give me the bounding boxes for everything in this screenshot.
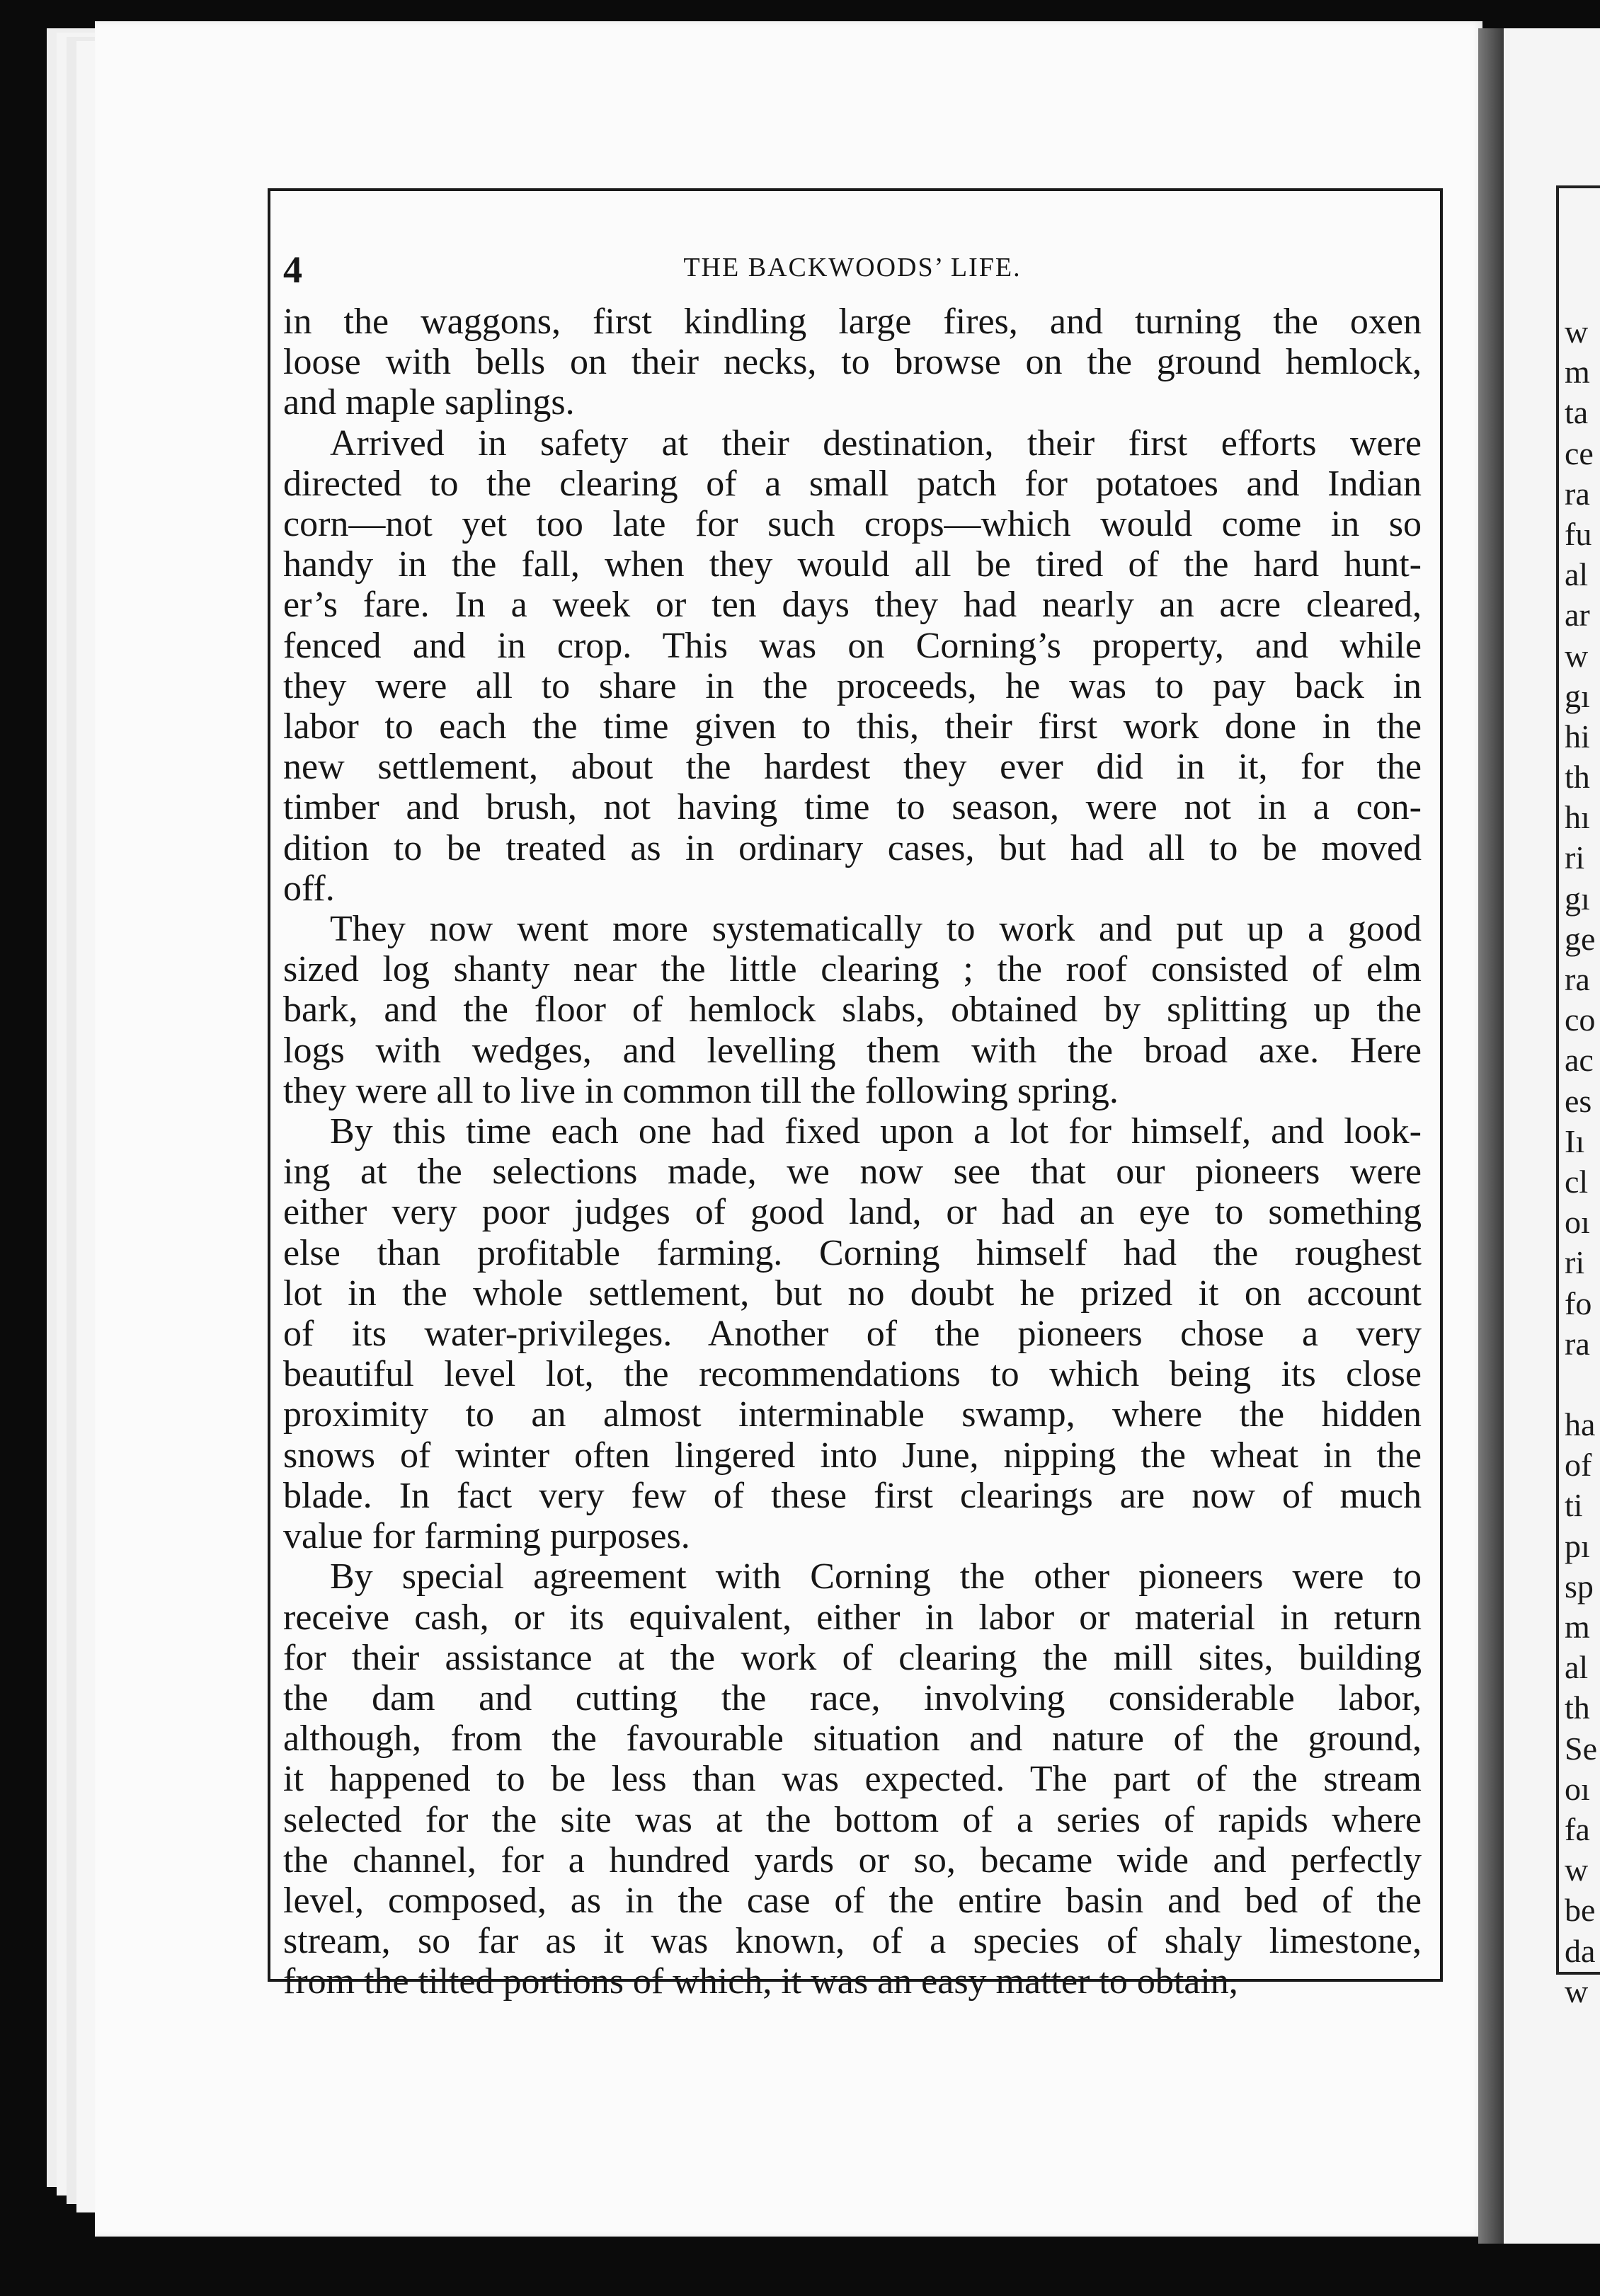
text-line: value for farming purposes. — [283, 1516, 690, 1557]
text-line: er’s fare. In a week or ten days they had nearly an acre cleared, — [283, 585, 1422, 626]
text-line: selected for the site was at the bottom of a series of rapids where — [283, 1799, 1422, 1840]
facing-page-fragment: th — [1565, 1689, 1590, 1726]
text-line: the dam and cutting the race, involving considerable labor, — [283, 1677, 1422, 1718]
facing-page-fragment: w — [1565, 1852, 1589, 1888]
facing-page-fragment: ra — [1565, 475, 1590, 512]
facing-page-fragment: es — [1565, 1082, 1592, 1119]
facing-page-fragment: sp — [1565, 1568, 1594, 1605]
facing-page-fragment: pı — [1565, 1527, 1590, 1564]
text-line: off. — [283, 868, 335, 909]
facing-page-fragment: m — [1565, 1609, 1590, 1645]
facing-page-fragment: oı — [1565, 1770, 1590, 1807]
text-line: handy in the fall, when they would all be tired of the hard hunt- — [283, 544, 1422, 585]
facing-page-fragment — [1565, 1364, 1600, 1404]
facing-page-fragment: th — [1565, 759, 1590, 796]
facing-page-fragment: co — [1565, 1001, 1596, 1038]
text-line: in the waggons, first kindling large fires, and turning the oxen — [283, 302, 1422, 342]
text-line: By this time each one had fixed upon a lot for himself, and look- — [330, 1111, 1422, 1152]
facing-page-fragment: ha — [1565, 1406, 1596, 1443]
facing-page-fragment: be — [1565, 1892, 1596, 1929]
text-line: ing at the selections made, we now see that our pioneers were — [283, 1152, 1422, 1193]
text-line: it happened to be less than was expected. The part of the stream — [283, 1759, 1422, 1800]
facing-page-fragment: ri — [1565, 1244, 1585, 1281]
text-line: and maple saplings. — [283, 382, 575, 423]
facing-page-fragment: hi — [1565, 718, 1590, 754]
facing-page-fragment: cl — [1565, 1163, 1589, 1200]
facing-page-fragment: ac — [1565, 1042, 1594, 1079]
text-line: either very poor judges of good land, or had an eye to something — [283, 1192, 1422, 1233]
text-line: fenced and in crop. This was on Corning’s property, and while — [283, 625, 1422, 666]
page-number: 4 — [283, 248, 302, 291]
facing-page-fragment: ti — [1565, 1487, 1583, 1524]
facing-page-fragment: ge — [1565, 920, 1596, 957]
text-line: snows of winter often lingered into June, nipping the wheat in the — [283, 1435, 1422, 1476]
facing-page-fragment: Se — [1565, 1730, 1597, 1767]
text-line: labor to each the time given to this, their first work done in the — [283, 706, 1422, 747]
text-line: Arrived in safety at their destination, their first efforts were — [330, 423, 1422, 464]
text-line: from the tilted portions of which, it was an easy matter to obtain, — [283, 1961, 1238, 2002]
facing-page-fragment: w — [1565, 637, 1589, 674]
text-line: logs with wedges, and levelling them with the broad axe. Here — [283, 1030, 1422, 1071]
text-line: blade. In fact very few of these first clearings are now of much — [283, 1475, 1422, 1516]
paragraph — [283, 1111, 1422, 1556]
facing-page-fragment: w — [1565, 1973, 1589, 2009]
text-line: By special agreement with Corning the other pioneers were to — [330, 1556, 1422, 1597]
facing-page-fragment: of — [1565, 1447, 1592, 1483]
text-line: the channel, for a hundred yards or so, became wide and perfectly — [283, 1839, 1422, 1881]
page-header — [283, 234, 1422, 302]
facing-page-fragment: al — [1565, 1649, 1589, 1686]
facing-page-fragment: Iı — [1565, 1123, 1585, 1159]
text-line: They now went more systematically to work and put up a good — [330, 909, 1422, 950]
text-line: else than profitable farming. Corning himself had the roughest — [283, 1232, 1422, 1273]
facing-page-fragment: ri — [1565, 839, 1585, 876]
body-text — [283, 302, 1422, 2002]
facing-page-fragment: m — [1565, 354, 1590, 391]
text-line: new settlement, about the hardest they ever did in it, for the — [283, 747, 1422, 788]
facing-page-fragment: ra — [1565, 1325, 1590, 1362]
text-line: level, composed, as in the case of the entire basin and bed of the — [283, 1880, 1422, 1921]
scan-background — [0, 2244, 1600, 2296]
facing-page-fragment: fa — [1565, 1810, 1590, 1847]
text-line: directed to the clearing of a small patch for potatoes and Indian — [283, 463, 1422, 504]
text-line: beautiful level lot, the recommendations to which being its close — [283, 1354, 1422, 1395]
text-line: lot in the whole settlement, but no doubt he prized it on account — [283, 1273, 1422, 1314]
facing-page-fragment: ta — [1565, 394, 1589, 431]
facing-page-fragment: ra — [1565, 961, 1590, 997]
text-line: timber and brush, not having time to season, were not in a con- — [283, 787, 1422, 828]
facing-page-fragment: ar — [1565, 597, 1590, 633]
text-line: stream, so far as it was known, of a species of shaly limestone, — [283, 1921, 1422, 1962]
facing-page-fragment: da — [1565, 1932, 1596, 1969]
text-line: they were all to share in the proceeds, he was to pay back in — [283, 665, 1422, 706]
text-line: of its water-privileges. Another of the pioneers chose a very — [283, 1314, 1422, 1355]
facing-page-fragment: w — [1565, 314, 1589, 350]
text-line: dition to be treated as in ordinary cases, but had all to be moved — [283, 827, 1422, 868]
facing-page-fragment: gı — [1565, 880, 1590, 917]
text-line: receive cash, or its equivalent, either in labor or material in return — [283, 1597, 1422, 1638]
text-line: sized log shanty near the little clearing ; the roof consisted of elm — [283, 949, 1422, 990]
paragraph — [283, 302, 1422, 423]
paragraph — [283, 423, 1422, 909]
gutter-shadow — [1478, 28, 1504, 2251]
text-block — [283, 234, 1422, 2002]
facing-page-fragment: ce — [1565, 435, 1594, 471]
text-line: corn—not yet too late for such crops—which would come in so — [283, 504, 1422, 545]
running-head: THE BACKWOODS’ LIFE. — [683, 253, 1022, 282]
facing-page-fragments — [1565, 311, 1600, 2011]
text-line: although, from the favourable situation and nature of the ground, — [283, 1718, 1422, 1760]
paragraph — [283, 1556, 1422, 2002]
paragraph — [283, 909, 1422, 1111]
text-line: proximity to an almost interminable swamp, where the hidden — [283, 1394, 1422, 1435]
text-line: loose with bells on their necks, to browse on the ground hemlock, — [283, 342, 1422, 383]
facing-page-fragment: hı — [1565, 799, 1590, 836]
facing-page-fragment: gı — [1565, 677, 1590, 714]
facing-page-fragment: al — [1565, 556, 1589, 593]
text-line: for their assistance at the work of clearing the mill sites, building — [283, 1637, 1422, 1678]
facing-page-fragment: fo — [1565, 1285, 1592, 1321]
text-line: they were all to live in common till the following spring. — [283, 1070, 1119, 1111]
text-line: bark, and the floor of hemlock slabs, obtained by splitting up the — [283, 989, 1422, 1031]
facing-page-fragment: fu — [1565, 515, 1592, 552]
facing-page-fragment: oı — [1565, 1204, 1590, 1241]
